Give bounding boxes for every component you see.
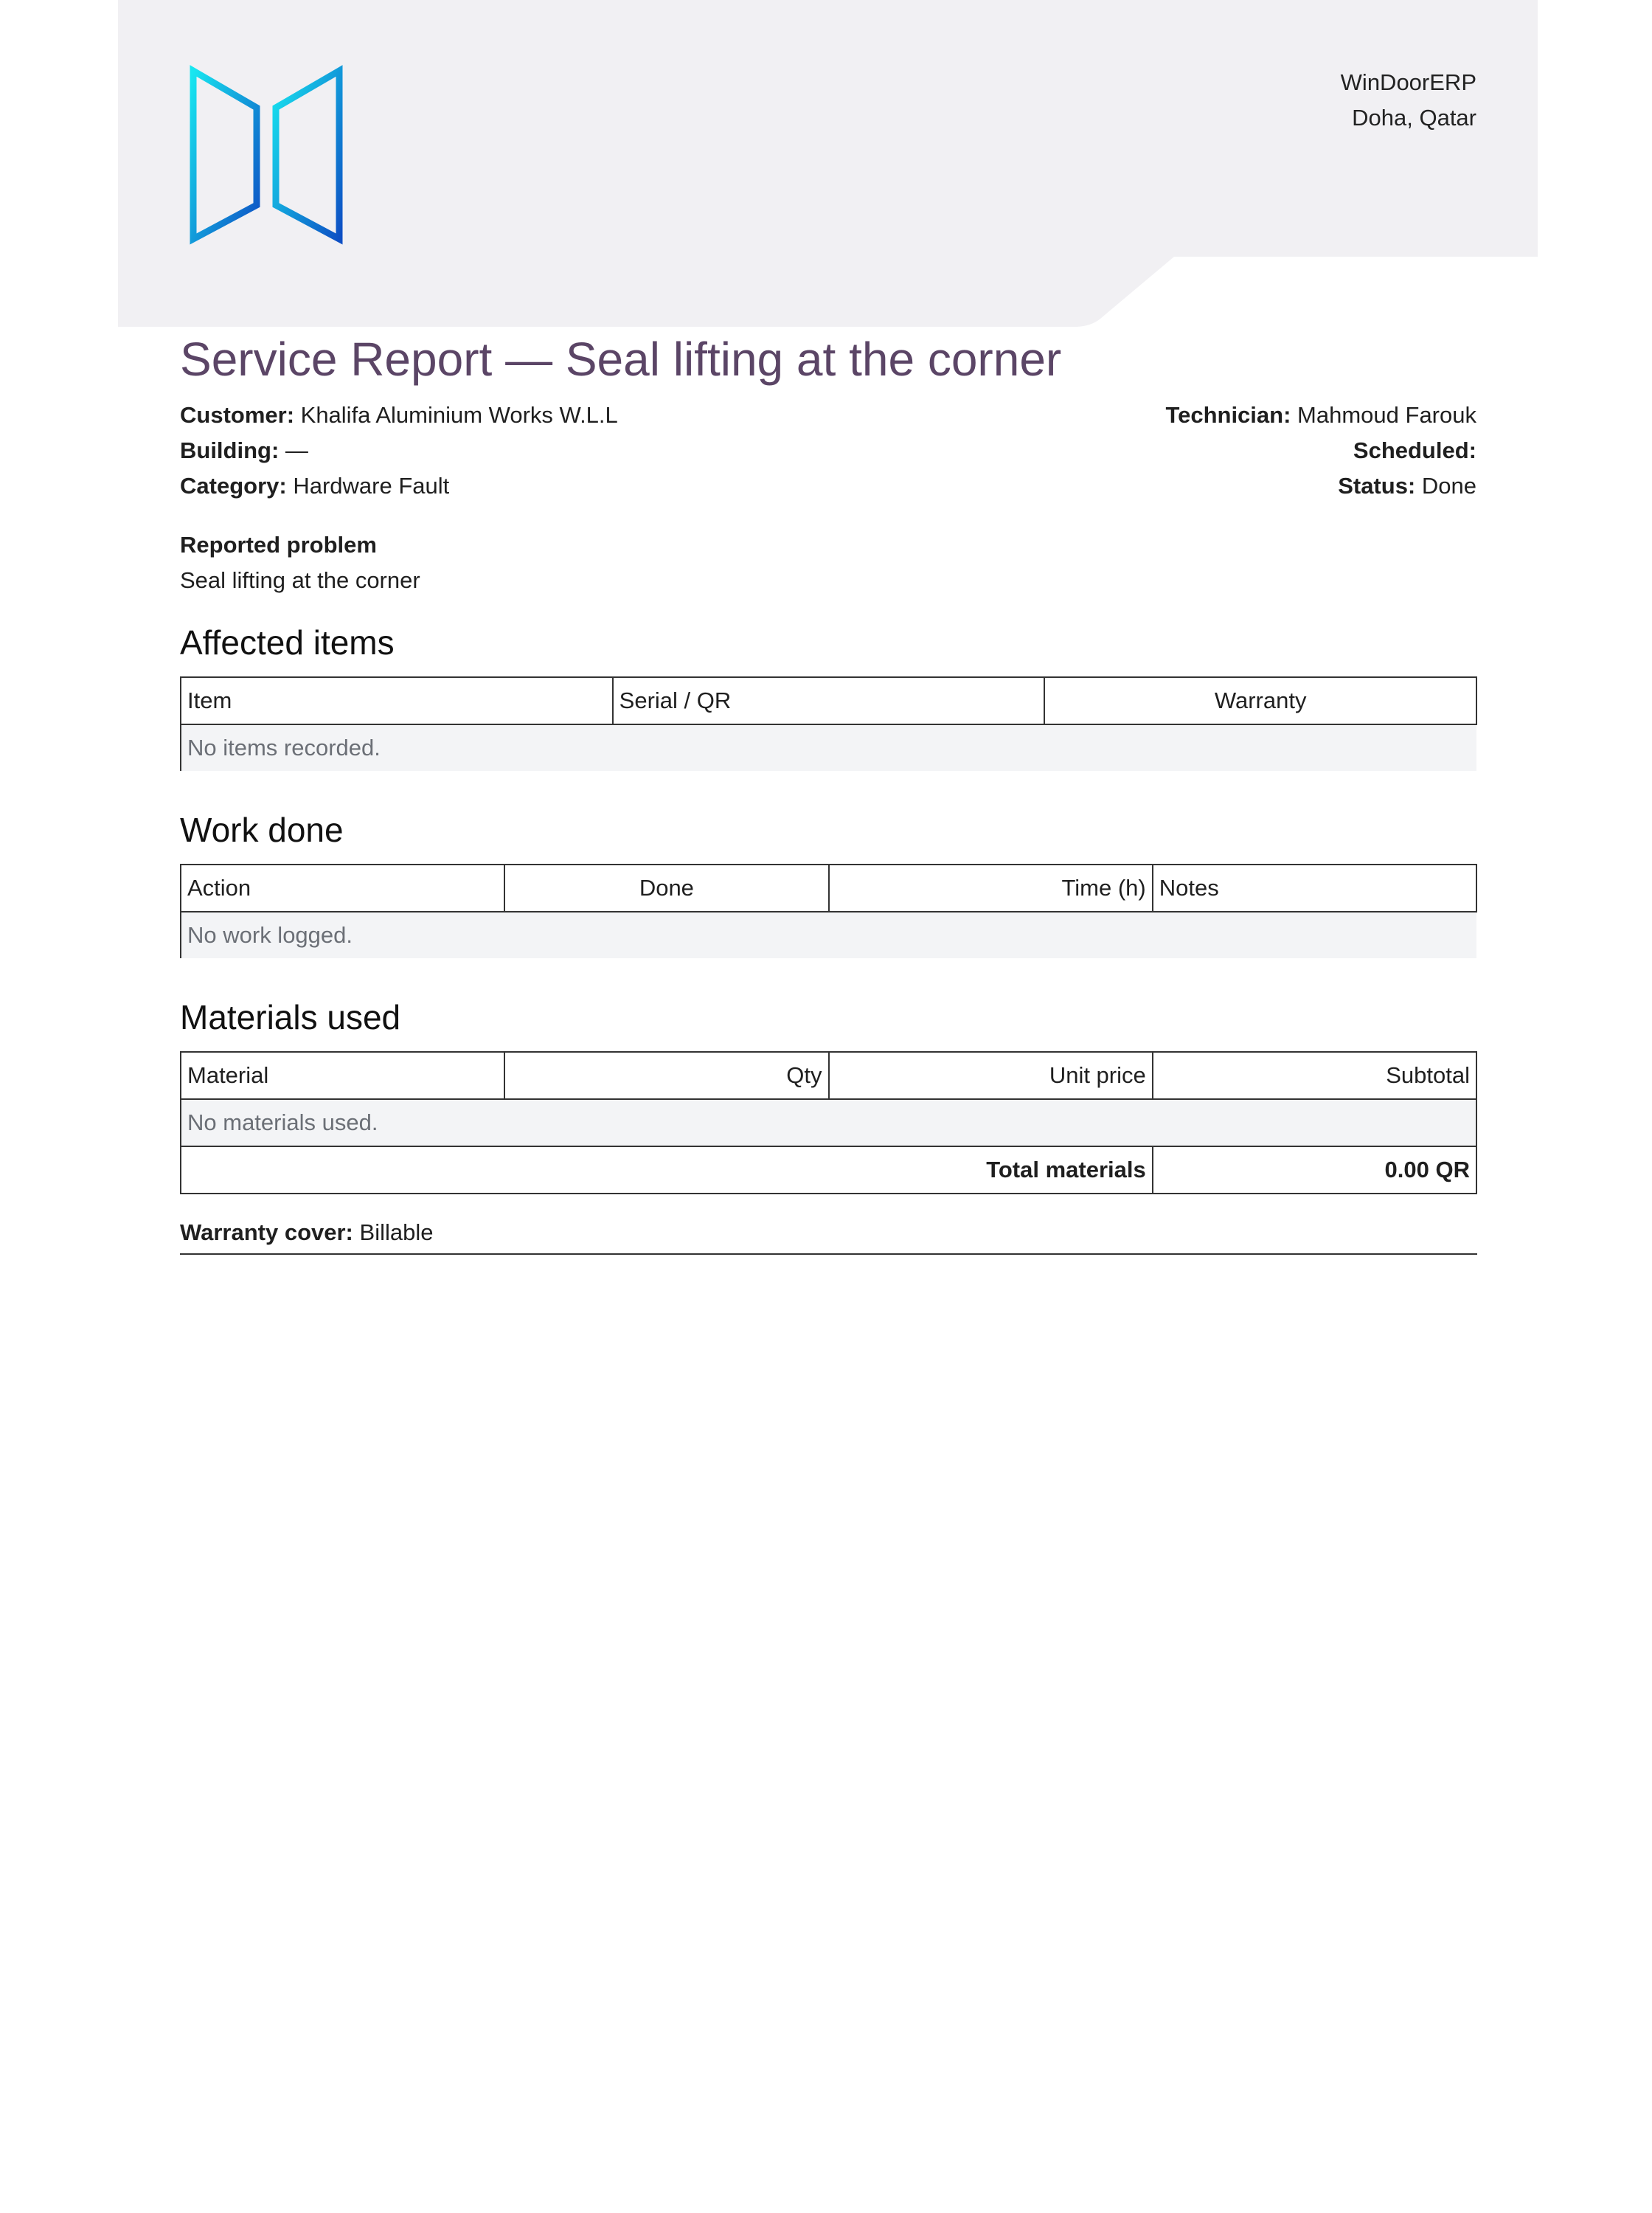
category-value: Hardware Fault: [293, 473, 450, 499]
building-value: —: [285, 437, 308, 463]
column-header-notes: Notes: [1153, 865, 1476, 912]
affected-items-title: Affected items: [180, 623, 395, 662]
total-row: [181, 1146, 1476, 1194]
work-done-title: Work done: [180, 811, 344, 849]
company-block: [1341, 65, 1476, 136]
company-location: Doha, Qatar: [1352, 105, 1476, 131]
table-header-row: [181, 865, 1476, 912]
meta-left: [180, 398, 618, 504]
meta-right: [1165, 398, 1476, 504]
customer-value: Khalifa Aluminium Works W.L.L: [300, 402, 618, 428]
affected-items-table: [180, 676, 1477, 771]
status-line: [1165, 468, 1476, 504]
table-header-row: [181, 1052, 1476, 1099]
report-content: [180, 328, 1476, 1255]
building-line: [180, 433, 618, 468]
column-header-time: Time (h): [829, 865, 1153, 912]
column-header-done: Done: [504, 865, 828, 912]
reported-problem-text: Seal lifting at the corner: [180, 567, 420, 593]
column-header-material: Material: [181, 1052, 504, 1099]
total-materials-value: 0.00 QR: [1153, 1146, 1476, 1194]
warranty-cover-label: Warranty cover:: [180, 1219, 353, 1245]
status-label: Status:: [1338, 473, 1416, 499]
column-header-serial: Serial / QR: [613, 677, 1045, 724]
column-header-item: Item: [181, 677, 613, 724]
technician-line: [1165, 398, 1476, 433]
total-materials-label: Total materials: [181, 1146, 1153, 1194]
column-header-action: Action: [181, 865, 504, 912]
reported-problem-label: Reported problem: [180, 532, 377, 558]
column-header-qty: Qty: [504, 1052, 828, 1099]
warranty-cover: [180, 1215, 1477, 1255]
table-header-row: [181, 677, 1476, 724]
customer-line: [180, 398, 618, 433]
status-value: Done: [1421, 473, 1476, 499]
empty-state-text: No items recorded.: [181, 724, 1476, 771]
empty-state-text: No work logged.: [181, 912, 1476, 958]
materials-table: [180, 1051, 1477, 1194]
customer-label: Customer:: [180, 402, 295, 428]
category-label: Category:: [180, 473, 287, 499]
scheduled-label: Scheduled:: [1353, 437, 1476, 463]
building-label: Building:: [180, 437, 280, 463]
table-row: [181, 724, 1476, 771]
report-meta: [180, 398, 1476, 504]
category-line: [180, 468, 618, 504]
company-name: WinDoorERP: [1340, 69, 1476, 95]
report-page: [118, 0, 1538, 2213]
report-title: Service Report — Seal lifting at the corner: [180, 333, 1062, 386]
technician-label: Technician:: [1165, 402, 1291, 428]
empty-state-text: No materials used.: [181, 1099, 1476, 1146]
column-header-unit-price: Unit price: [829, 1052, 1153, 1099]
table-row: [181, 912, 1476, 958]
table-row: [181, 1099, 1476, 1146]
scheduled-line: [1165, 433, 1476, 468]
materials-used-title: Materials used: [180, 998, 401, 1036]
warranty-cover-value: Billable: [359, 1219, 434, 1245]
technician-value: Mahmoud Farouk: [1297, 402, 1476, 428]
column-header-warranty: Warranty: [1044, 677, 1476, 724]
column-header-subtotal: Subtotal: [1153, 1052, 1476, 1099]
window-door-logo-icon: [189, 65, 344, 246]
work-done-table: [180, 864, 1477, 958]
